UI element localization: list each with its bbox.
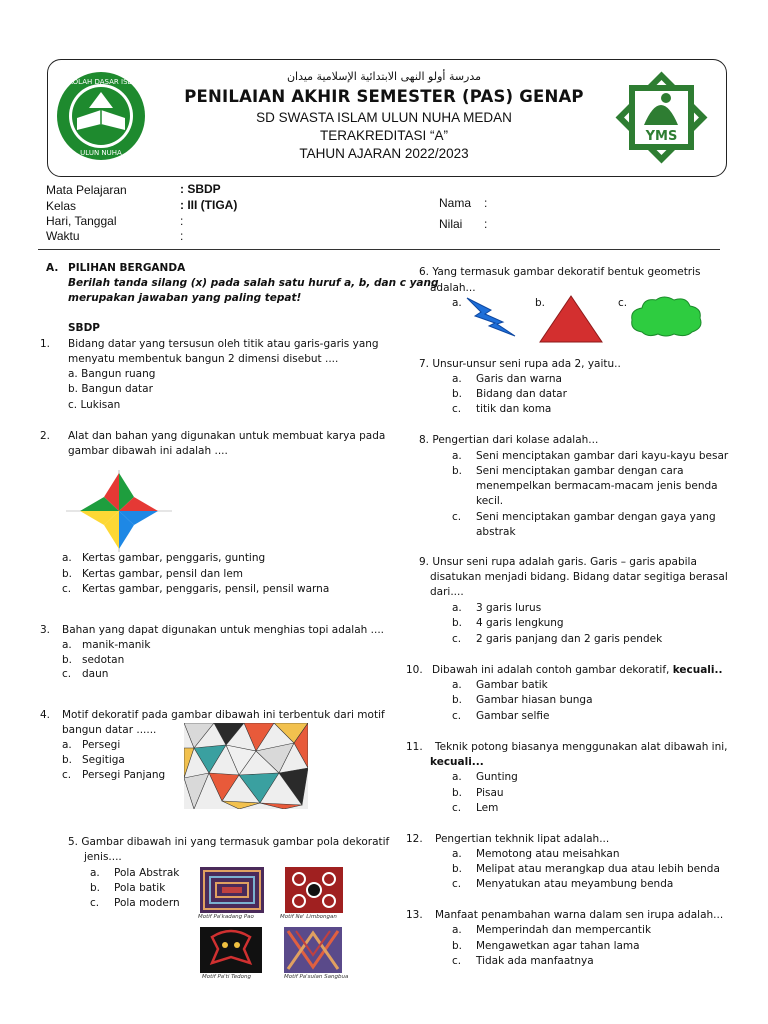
- q9-option-c-text: 2 garis panjang dan 2 garis pendek: [476, 633, 663, 645]
- q7-option-c-letter: c.: [452, 403, 462, 415]
- score-label: Nilai: [439, 217, 463, 231]
- motif-pasulan-sangbua-icon: [284, 927, 342, 973]
- q8-option-a-letter: a.: [452, 450, 462, 462]
- q10-option-a[interactable]: [452, 678, 548, 694]
- q10-option-a-letter: a.: [452, 679, 462, 691]
- q10-option-c[interactable]: [452, 709, 549, 725]
- q4-line-1: Motif dekoratif pada gambar dibawah ini terbentuk dari motif: [62, 709, 385, 721]
- q9-line-2: disatukan menjadi bidang. Bidang datar segitiga berasal: [430, 571, 728, 583]
- q12-option-b-letter: b.: [452, 863, 463, 875]
- q8-option-b-text-1: Seni menciptakan gambar dengan cara: [476, 465, 684, 477]
- q4-option-b-text: Segitiga: [82, 754, 125, 766]
- q7-option-a[interactable]: [452, 372, 562, 388]
- instruction-line-2: merupakan jawaban yang paling tepat!: [68, 292, 302, 304]
- time-label: Waktu: [46, 229, 80, 243]
- q10-line-1-text: Dibawah ini adalah contoh gambar dekoratif,: [432, 664, 673, 676]
- star-paper-icon: [66, 470, 172, 552]
- q10-number: 10.: [406, 664, 423, 676]
- school-name: SD SWASTA ISLAM ULUN NUHA MEDAN: [256, 110, 512, 125]
- q8-option-a[interactable]: [452, 449, 728, 465]
- q7-option-b-letter: b.: [452, 388, 463, 400]
- q5-option-b-letter: b.: [90, 882, 101, 894]
- q10-option-c-text: Gambar selfie: [476, 710, 550, 722]
- q11-option-b-letter: b.: [452, 787, 463, 799]
- q5-option-b-text: Pola batik: [114, 882, 166, 894]
- subject-heading: SBDP: [68, 322, 100, 334]
- q3-option-c[interactable]: [62, 667, 108, 683]
- q5-option-a-letter: a.: [90, 867, 100, 879]
- q5-option-a[interactable]: [90, 866, 179, 882]
- q5-option-b[interactable]: [90, 881, 165, 897]
- q13-option-b-text: Mengawetkan agar tahan lama: [476, 940, 640, 952]
- q13-option-a-text: Memperindah dan mempercantik: [476, 924, 652, 936]
- q8-option-c[interactable]: [452, 510, 716, 526]
- q3-number: 3.: [40, 624, 51, 636]
- q9-option-b-text: 4 garis lengkung: [476, 617, 564, 629]
- motif-caption-1: Motif Pa'kadang Pao: [198, 914, 254, 920]
- q12-option-a-text: Memotong atau meisahkan: [476, 848, 620, 860]
- q13-option-c[interactable]: [452, 954, 594, 970]
- q2-option-a-letter: a.: [62, 552, 72, 564]
- q3-option-a-text: manik-manik: [82, 639, 151, 651]
- q5-line-1: 5. Gambar dibawah ini yang termasuk gambar pola dekoratif: [68, 836, 390, 848]
- q4-option-b-letter: b.: [62, 754, 73, 766]
- motif-caption-3: Motif Pa'ti Tedong: [202, 974, 252, 980]
- q9-option-b-letter: b.: [452, 617, 463, 629]
- red-triangle-icon: [538, 294, 604, 344]
- day-value: :: [180, 214, 184, 228]
- name-label: Nama: [439, 196, 472, 210]
- class-label: Kelas: [46, 199, 77, 213]
- q4-option-a[interactable]: [62, 738, 120, 754]
- q11-option-c[interactable]: [452, 801, 498, 817]
- q7-option-a-text: Garis dan warna: [476, 373, 562, 385]
- q11-line-2: kecuali...: [430, 756, 484, 768]
- time-value: :: [180, 229, 184, 243]
- academic-year: TAHUN AJARAN 2022/2023: [299, 146, 469, 161]
- name-value: :: [484, 196, 488, 210]
- q5-line-2: jenis....: [84, 851, 122, 863]
- q4-option-c-letter: c.: [62, 769, 72, 781]
- q4-option-a-letter: a.: [62, 739, 72, 751]
- q12-option-b[interactable]: [452, 862, 720, 878]
- motif-pati-tedong-icon: [200, 927, 262, 973]
- q10-option-b-letter: b.: [452, 694, 463, 706]
- q7-option-c[interactable]: [452, 402, 551, 418]
- q2-line-1: Alat dan bahan yang digunakan untuk membuat karya pada: [68, 430, 386, 442]
- q4-option-a-text: Persegi: [82, 739, 121, 751]
- q2-option-c-text: Kertas gambar, penggaris, pensil, pensil warna: [82, 583, 330, 595]
- q11-line-1: Teknik potong biasanya menggunakan alat dibawah ini,: [435, 741, 728, 753]
- motif-caption-2: Motif Ne' Limbongan: [280, 914, 337, 920]
- q6-line-1: 6. Yang termasuk gambar dekoratif bentuk geometris: [419, 266, 701, 278]
- q9-option-a[interactable]: [452, 601, 541, 617]
- q2-option-a[interactable]: [62, 551, 265, 567]
- q1-option-c[interactable]: c. Lukisan: [68, 399, 121, 411]
- q10-option-b-text: Gambar hiasan bunga: [476, 694, 593, 706]
- exam-title: PENILAIAN AKHIR SEMESTER (PAS) GENAP: [184, 87, 584, 106]
- q7-option-a-letter: a.: [452, 373, 462, 385]
- q9-option-c-letter: c.: [452, 633, 462, 645]
- q9-line-3: dari....: [430, 586, 464, 598]
- q8-option-b-text-2: menempelkan bermacam-macam jenis benda: [476, 480, 718, 492]
- q2-line-2: gambar dibawah ini adalah ....: [68, 445, 228, 457]
- q5-option-c-letter: c.: [90, 897, 100, 909]
- q2-option-c-letter: c.: [62, 583, 72, 595]
- q3-option-c-letter: c.: [62, 668, 72, 680]
- q10-option-c-letter: c.: [452, 710, 462, 722]
- q2-number: 2.: [40, 430, 51, 442]
- q10-line-1: [432, 663, 723, 679]
- q11-option-a-text: Gunting: [476, 771, 518, 783]
- section-letter: A.: [46, 262, 59, 274]
- q11-option-a-letter: a.: [452, 771, 462, 783]
- q2-option-b-letter: b.: [62, 568, 73, 580]
- q5-option-c-text: Pola modern: [114, 897, 180, 909]
- q12-option-a-letter: a.: [452, 848, 462, 860]
- q8-option-c-text-1: Seni menciptakan gambar dengan gaya yang: [476, 511, 716, 523]
- q4-option-b[interactable]: [62, 753, 125, 769]
- q4-option-c-text: Persegi Panjang: [82, 769, 166, 781]
- q3-option-c-text: daun: [82, 668, 109, 680]
- q2-option-a-text: Kertas gambar, penggaris, gunting: [82, 552, 266, 564]
- q10-except-text: kecuali..: [672, 664, 723, 676]
- q13-option-b-letter: b.: [452, 940, 463, 952]
- green-cloud-icon: [628, 294, 704, 338]
- q3-option-a[interactable]: [62, 638, 150, 654]
- logo-left-text: SEKOLAH DASAR ISLAM: [59, 78, 143, 86]
- q13-option-c-letter: c.: [452, 955, 462, 967]
- q12-number: 12.: [406, 833, 423, 845]
- q8-option-a-text: Seni menciptakan gambar dari kayu-kayu besar: [476, 450, 729, 462]
- q5-option-c[interactable]: [90, 896, 180, 912]
- q13-option-c-text: Tidak ada manfaatnya: [476, 955, 594, 967]
- q5-option-a-text: Pola Abstrak: [114, 867, 180, 879]
- q9-option-a-letter: a.: [452, 602, 462, 614]
- q12-option-b-text: Melipat atau merangkap dua atau lebih benda: [476, 863, 720, 875]
- q1-option-a[interactable]: a. Bangun ruang: [68, 368, 156, 380]
- q10-option-b[interactable]: [452, 693, 593, 709]
- q9-option-b[interactable]: [452, 616, 564, 632]
- q12-line-1: Pengertian tekhnik lipat adalah...: [435, 833, 610, 845]
- logo-left-bottom-text: ULUN NUHA: [80, 149, 122, 157]
- q6-option-a[interactable]: a.: [452, 297, 462, 309]
- q13-line-1: Manfaat penambahan warna dalam sen irupa adalah...: [435, 909, 724, 921]
- subject-label: Mata Pelajaran: [46, 183, 127, 197]
- motif-caption-4: Motif Pa'sulan Sangbua: [284, 974, 349, 980]
- q8-option-c-letter: c.: [452, 511, 462, 523]
- q1-line-2: menyatu membentuk bangun 2 dimensi disebut ....: [68, 353, 339, 365]
- q9-option-a-text: 3 garis lurus: [476, 602, 542, 614]
- q13-option-a[interactable]: [452, 923, 651, 939]
- q13-number: 13.: [406, 909, 423, 921]
- q4-option-c[interactable]: [62, 768, 165, 784]
- subject-value: : SBDP: [180, 182, 221, 196]
- q8-option-c-text-2: abstrak: [476, 526, 516, 538]
- q11-option-c-letter: c.: [452, 802, 462, 814]
- q12-option-c[interactable]: [452, 877, 673, 893]
- accreditation: TERAKREDITASI “A”: [319, 128, 448, 143]
- q3-line-1: Bahan yang dapat digunakan untuk menghias topi adalah ....: [62, 624, 385, 636]
- q8-option-b-letter: b.: [452, 465, 463, 477]
- q9-option-c[interactable]: [452, 632, 662, 648]
- q6-option-c[interactable]: c.: [618, 297, 628, 309]
- q7-option-b-text: Bidang dan datar: [476, 388, 567, 400]
- q11-option-b-text: Pisau: [476, 787, 504, 799]
- instruction-line-1: Berilah tanda silang (x) pada salah satu huruf a, b, dan c yang: [68, 277, 439, 289]
- q4-number: 4.: [40, 709, 51, 721]
- logo-right-text: YMS: [645, 129, 678, 144]
- q13-option-b[interactable]: [452, 939, 640, 955]
- day-label: Hari, Tanggal: [46, 214, 117, 228]
- q7-option-b[interactable]: [452, 387, 567, 403]
- q2-option-c[interactable]: [62, 582, 329, 598]
- q12-option-c-letter: c.: [452, 878, 462, 890]
- q9-line-1: 9. Unsur seni rupa adalah garis. Garis – garis apabila: [419, 556, 697, 568]
- q11-option-c-text: Lem: [476, 802, 499, 814]
- q4-line-2: bangun datar ......: [62, 724, 157, 736]
- q8-option-b[interactable]: [452, 464, 684, 480]
- motif-pakadang-pao-icon: [200, 867, 264, 913]
- q2-option-b-text: Kertas gambar, pensil dan lem: [82, 568, 244, 580]
- q1-line-1: Bidang datar yang tersusun oleh titik atau garis-garis yang: [68, 338, 379, 350]
- score-value: :: [484, 217, 488, 231]
- lightning-bolt-icon: [463, 296, 517, 338]
- section-title: PILIHAN BERGANDA: [68, 262, 186, 274]
- q11-option-a[interactable]: [452, 770, 518, 786]
- q8-line-1: 8. Pengertian dari kolase adalah...: [419, 434, 599, 446]
- header-divider: [38, 249, 720, 250]
- arabic-school-name: مدرسة أولو النهى الابتدائية الإسلامية ميدان: [286, 70, 482, 83]
- q12-option-c-text: Menyatukan atau meyambung benda: [476, 878, 674, 890]
- q7-line-1: 7. Unsur-unsur seni rupa ada 2, yaitu..: [419, 358, 621, 370]
- q1-option-b[interactable]: b. Bangun datar: [68, 383, 153, 395]
- q6-option-b[interactable]: b.: [535, 297, 546, 309]
- q6-line-2: adalah...: [430, 282, 476, 294]
- q2-option-b[interactable]: [62, 567, 243, 583]
- class-value: : III (TIGA): [180, 198, 238, 212]
- q10-option-a-text: Gambar batik: [476, 679, 548, 691]
- q3-option-b-text: sedotan: [82, 654, 125, 666]
- q13-option-a-letter: a.: [452, 924, 462, 936]
- q8-option-b-text-3: kecil.: [476, 495, 504, 507]
- q11-number: 11.: [406, 741, 423, 753]
- motif-ne-limbongan-icon: [285, 867, 343, 913]
- q3-option-b-letter: b.: [62, 654, 73, 666]
- q1-number: 1.: [40, 338, 51, 350]
- q7-option-c-text: titik dan koma: [476, 403, 552, 415]
- triangle-mosaic-icon: [184, 723, 308, 809]
- q11-option-b[interactable]: [452, 786, 504, 802]
- q12-option-a[interactable]: [452, 847, 620, 863]
- q3-option-a-letter: a.: [62, 639, 72, 651]
